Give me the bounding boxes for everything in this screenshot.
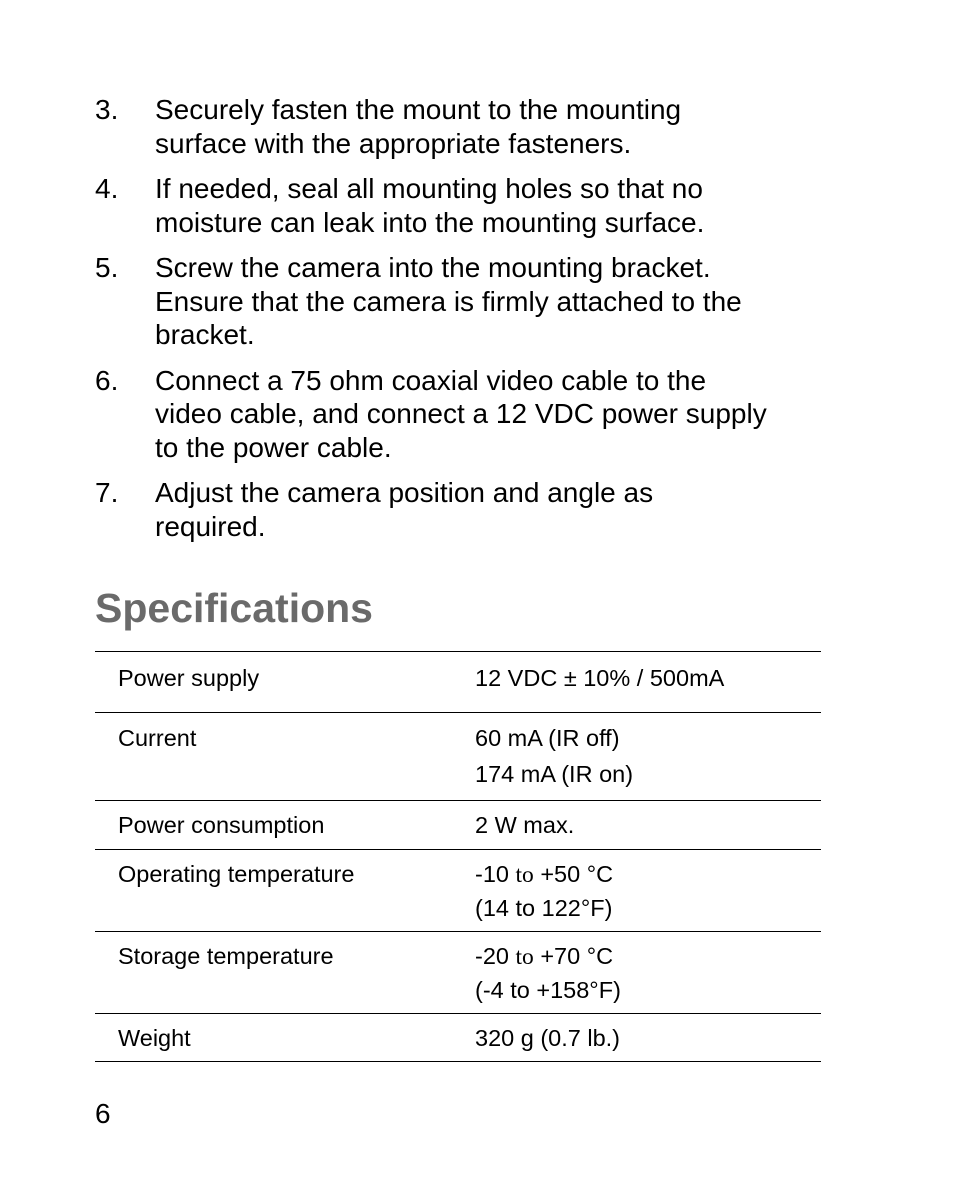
step-4 <box>95 172 815 239</box>
step-3 <box>95 93 815 160</box>
spec-value: 2 W max. <box>475 812 575 838</box>
spec-label: Power consumption <box>118 812 325 838</box>
spec-value: -10 to +50 °C (14 to 122°F) <box>475 861 614 921</box>
step-number: 3. <box>95 94 119 125</box>
spec-value: 320 g (0.7 lb.) <box>475 1025 621 1051</box>
table-row-weight <box>95 1014 821 1062</box>
step-text: Screw the camera into the mounting bracket. Ensure that the camera is firmly attached to the bracket. <box>155 252 742 350</box>
spec-label: Storage temperature <box>118 943 334 969</box>
table-row-storage-temperature <box>95 932 821 1014</box>
table-row-current <box>95 713 821 801</box>
step-number: 7. <box>95 477 119 508</box>
spec-label: Operating temperature <box>118 861 355 887</box>
step-text: Connect a 75 ohm coaxial video cable to the video cable, and connect a 12 VDC power supply to the power cable. <box>155 364 767 463</box>
step-text: Adjust the camera position and angle as required. <box>155 477 654 542</box>
spec-label: Weight <box>118 1025 191 1051</box>
table-row-operating-temperature <box>95 850 821 932</box>
step-text: If needed, seal all mounting holes so that no moisture can leak into the mounting surface. <box>155 173 705 238</box>
table-row-power-supply <box>95 652 821 713</box>
step-5 <box>95 251 815 352</box>
page-number: 6 <box>95 1098 111 1129</box>
table-row-power-consumption <box>95 801 821 850</box>
spec-value: 60 mA (IR off) 174 mA (IR on) <box>475 725 634 787</box>
step-6 <box>95 364 815 465</box>
spec-value: 12 VDC ± 10% / 500mA <box>475 665 725 691</box>
step-number: 6. <box>95 364 119 396</box>
step-text: Securely fasten the mount to the mounting surface with the appropriate fasteners. <box>155 94 682 159</box>
spec-label: Current <box>118 725 197 751</box>
specifications-table <box>95 651 821 1062</box>
specifications-heading: Specifications <box>95 585 373 631</box>
step-number: 4. <box>95 173 119 204</box>
step-number: 5. <box>95 252 119 283</box>
installation-steps-list <box>95 93 815 555</box>
spec-value: -20 to +70 °C (-4 to +158°F) <box>475 943 621 1003</box>
spec-label: Power supply <box>118 665 260 691</box>
step-7 <box>95 476 815 543</box>
